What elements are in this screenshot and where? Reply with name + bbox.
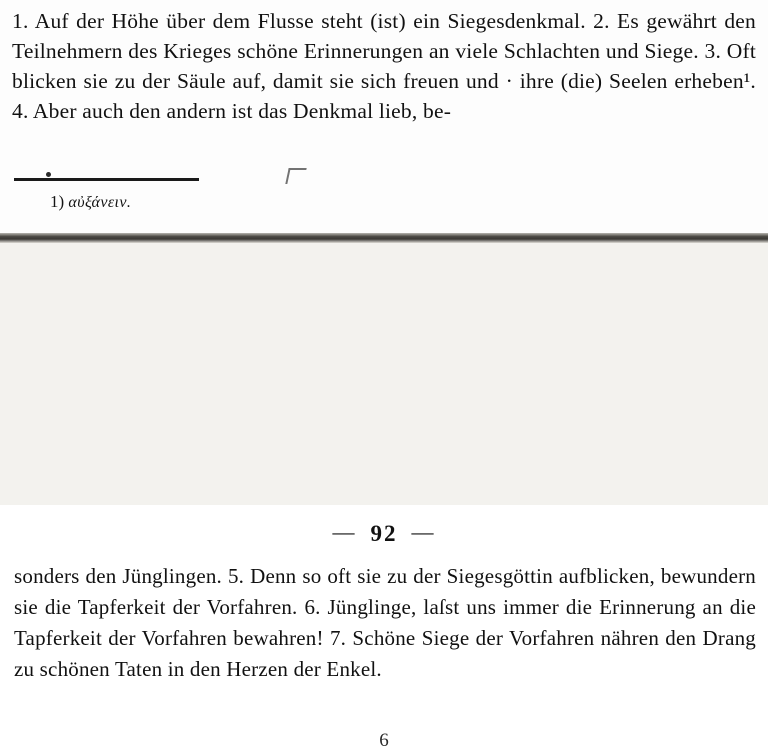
ink-speck	[46, 172, 51, 177]
scan-seam-divider	[0, 233, 768, 243]
page-number-value: 92	[370, 521, 398, 546]
footnote-marker: 1)	[50, 192, 65, 211]
lower-exercise-paragraph: sonders den Jünglingen. 5. Denn so oft sie zu der Siegesgöttin aufblicken, bewundern sie die Tapferkeit der Vorfahren. 6. Jünglinge, laſst uns immer die Erinnerung an die Tapferkeit der Vorfahren bewahren! 7. Schöne Siege der Vorfahren nähren den Drang zu schönen Taten in den Herzen der Enkel.	[14, 564, 756, 681]
page-scan-upper-half	[0, 0, 768, 236]
page-scan-lower-half	[0, 243, 768, 751]
footnote-separator-rule	[14, 178, 199, 181]
upper-exercise-paragraph: 1. Auf der Höhe über dem Flusse steht (ist) ein Siegesdenkmal. 2. Es gewährt den Teilnehmern des Krieges schöne Erinnerungen an viele Schlachten und Siege. 3. Oft blicken sie zu der Säule auf, damit sie sich freuen und · ihre (die) Seelen erheben¹. 4. Aber auch den andern ist das Denkmal lieb, be-	[12, 9, 756, 123]
stray-pen-mark	[285, 168, 306, 184]
page-number-dash-right: —	[411, 519, 436, 544]
footnote-text-greek: αὐξάνειν.	[68, 194, 132, 211]
page-number-header	[0, 521, 768, 547]
catchword: 6	[379, 730, 389, 751]
footnote	[50, 192, 131, 212]
page-number-dash-left: —	[332, 519, 357, 544]
